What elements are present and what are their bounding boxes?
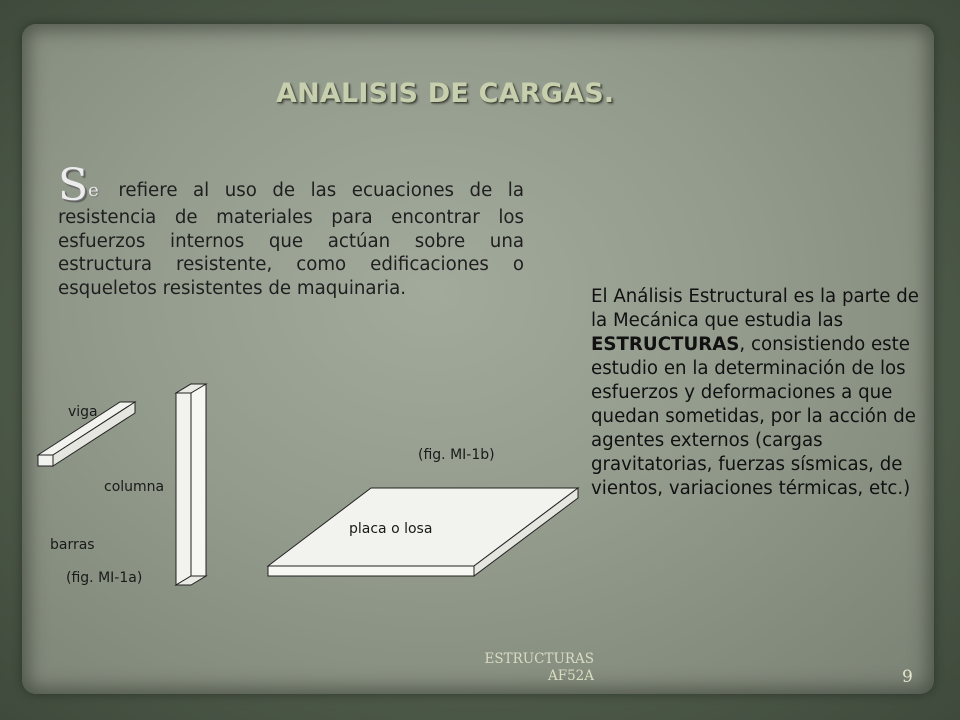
label-barras: barras <box>50 537 95 553</box>
definition-bold: ESTRUCTURAS <box>591 334 740 355</box>
slide-title: ANALISIS DE CARGAS. <box>276 78 615 109</box>
definition-part2: , consistiendo este estudio en la determinación de los esfuerzos y deformaciones a que quedan sometidas, por la acción de agentes externos (cargas gravitatorias, fuerzas sísmicas, de vientos, variaciones térmicas, etc.) <box>591 334 916 499</box>
columna-drawing <box>176 384 206 585</box>
intro-body: refiere al uso de las ecuaciones de la resistencia de materiales para encontrar los esfuerzos internos que actúan sobre una estructura resistente, como edificaciones o esqueletos resistentes de maquinaria. <box>58 180 524 299</box>
footer-line1: ESTRUCTURAS <box>484 651 594 667</box>
footer-line2: AF52A <box>547 668 594 684</box>
label-viga: viga <box>68 404 98 420</box>
caption-fig-a: (fig. MI-1a) <box>66 570 143 586</box>
drop-cap: S <box>58 160 89 211</box>
definition-part1: El Análisis Estructural es la parte de la Mecánica que estudia las <box>591 286 919 331</box>
footer <box>474 651 594 685</box>
drop-cap-small: e <box>88 180 99 201</box>
label-columna: columna <box>104 479 165 495</box>
label-placa: placa o losa <box>349 521 433 537</box>
caption-fig-b: (fig. MI-1b) <box>418 447 495 463</box>
page-number: 9 <box>902 667 913 687</box>
